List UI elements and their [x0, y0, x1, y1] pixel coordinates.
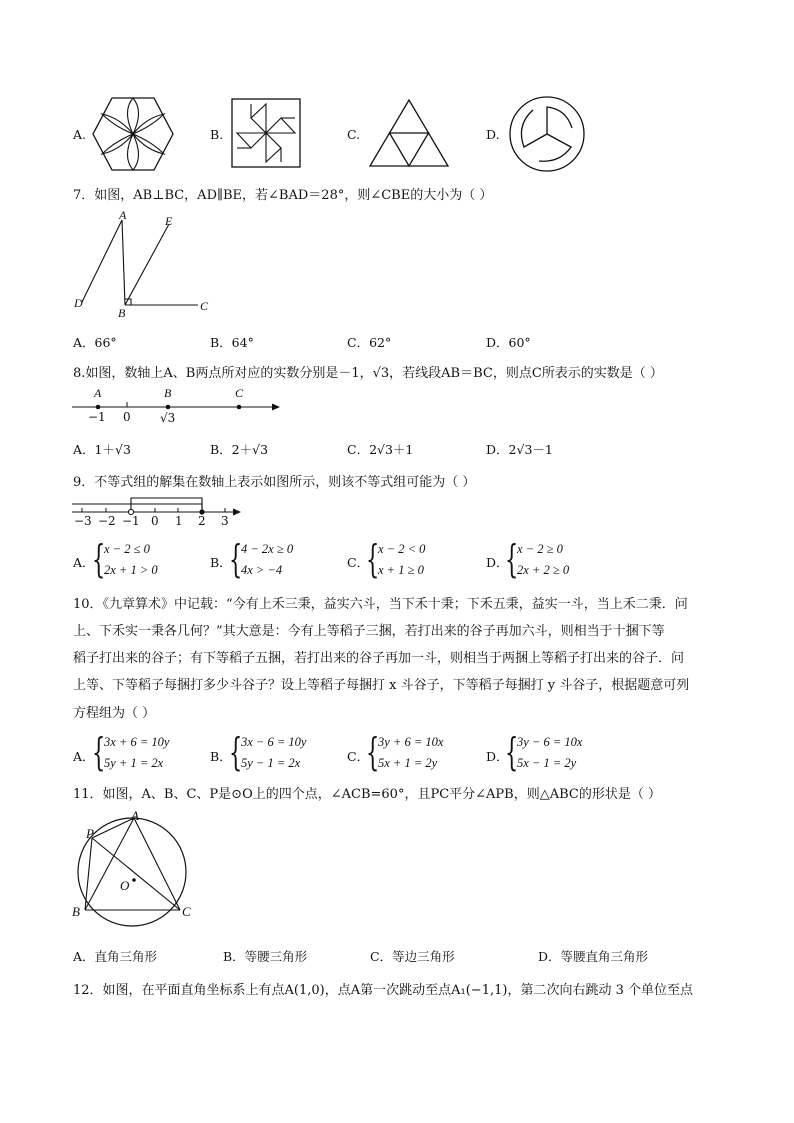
q8-stem: 8.如图，数轴上A、B两点所对应的实数分别是－1，√3，若线段AB＝BC，则点C所表示的实数是（ ）: [73, 366, 663, 381]
q6-figure-a-hexagon-flower: [92, 96, 174, 172]
q8-option-a: A．1＋√3: [73, 442, 131, 457]
q8-tick-minus1: −1: [88, 410, 106, 424]
q6-option-b-label: B.: [210, 127, 224, 142]
q9-option-b-label: B．: [210, 555, 232, 570]
q10-option-c-line1: 3y + 6 = 10x: [378, 735, 444, 749]
q10-option-a-line2: 5y + 1 = 2x: [104, 756, 164, 770]
q10-option-a-system: [104, 732, 169, 774]
q11-label-a: A: [131, 808, 139, 823]
q11-label-b: B: [72, 904, 80, 919]
q8-option-d: D．2√3－1: [486, 442, 553, 457]
q11-stem: 11．如图，A、B、C、P是⊙O上的四个点，∠ACB=60°，且PC平分∠APB，则△ABC的形状是（ ）: [73, 787, 661, 802]
q8-label-a: A: [94, 386, 102, 400]
q10-option-c-system: [378, 732, 443, 774]
q9-option-a-label: A．: [73, 555, 95, 570]
q10-option-d-system: [517, 732, 582, 774]
q10-option-a-label: A．: [73, 749, 95, 764]
q10-option-b-brace: {: [229, 730, 243, 774]
q7-label-c: C: [200, 299, 209, 313]
q8-tick-sqrt3: √3: [160, 411, 176, 425]
q7-label-e: E: [165, 214, 173, 228]
q9-option-b-line1: 4 − 2x ≥ 0: [241, 542, 294, 556]
q9-option-d-label: D．: [486, 555, 509, 570]
q10-option-c-label: C．: [347, 749, 370, 764]
q10-option-d-brace: {: [505, 730, 519, 774]
q6-option-a-label: A.: [73, 127, 87, 142]
q10-option-a-line1: 3x + 6 = 10y: [104, 735, 170, 749]
q9-option-b-line2: 4x > −4: [241, 563, 283, 577]
q10-option-b-line2: 5y − 1 = 2x: [241, 756, 301, 770]
q9-option-c-brace: {: [366, 537, 380, 581]
q9-stem: 9．不等式组的解集在数轴上表示如图所示，则该不等式组可能为（ ）: [73, 475, 476, 490]
q7-label-b: B: [118, 306, 126, 320]
q9-tick-1: 1: [175, 514, 183, 528]
q9-option-d-brace: {: [505, 537, 519, 581]
q11-option-b: B．等腰三角形: [223, 949, 308, 964]
q7-label-a: A: [119, 208, 127, 222]
q11-option-c: C．等边三角形: [370, 949, 455, 964]
q9-option-b-brace: {: [229, 537, 243, 581]
q10-option-b-system: [241, 732, 306, 774]
q10-option-d-line1: 3y − 6 = 10x: [517, 735, 583, 749]
q11-option-a: A．直角三角形: [73, 949, 158, 964]
q9-option-a-brace: {: [92, 537, 106, 581]
q10-option-b-label: B．: [210, 749, 232, 764]
q10-line-3: 稻子打出来的谷子；有下等稻子五捆，若打出来的谷子再加一斗，则相当于两捆上等稻子打出来的谷子．问: [73, 651, 685, 666]
q9-tick-minus3: −3: [74, 514, 92, 528]
q8-option-c: C．2√3＋1: [347, 442, 414, 457]
q9-option-c-system: [378, 539, 425, 581]
q10-option-c-line2: 5x + 1 = 2y: [378, 756, 438, 770]
q9-option-b-system: [241, 539, 293, 581]
q8-label-c: C: [235, 386, 244, 400]
q7-option-c: C．62°: [347, 335, 392, 350]
q10-option-c-brace: {: [366, 730, 380, 774]
q10-option-d-line2: 5x − 1 = 2y: [517, 756, 577, 770]
q10-line-4: 上等、下等稻子每捆打多少斗谷子？设上等稻子每捆打 x 斗谷子，下等稻子每捆打 y 斗谷子，根据题意可列: [73, 678, 690, 693]
q9-option-d-system: [517, 539, 569, 581]
q10-option-a-brace: {: [92, 730, 106, 774]
q6-figure-c-triangle: [368, 98, 450, 168]
q6-figure-d-circle-arcs: [508, 95, 586, 173]
q9-tick-2: 2: [198, 514, 206, 528]
q7-option-b: B．64°: [210, 335, 254, 350]
q9-option-d-line1: x − 2 ≥ 0: [517, 542, 563, 556]
q7-label-d: D: [74, 296, 83, 310]
q9-option-c-line2: x + 1 ≥ 0: [378, 563, 424, 577]
q6-option-c-label: C.: [347, 127, 361, 142]
q8-label-b: B: [164, 386, 172, 400]
q9-tick-minus2: −2: [98, 514, 116, 528]
q9-tick-0: 0: [151, 514, 159, 528]
q7-option-a: A．66°: [73, 335, 117, 350]
q9-option-d-line2: 2x + 2 ≥ 0: [517, 563, 570, 577]
q11-label-o: O: [120, 878, 130, 893]
q8-option-b: B．2＋√3: [210, 442, 269, 457]
q9-number-line: [70, 494, 245, 516]
q10-line-2: 上、下禾实一秉各几何？”其大意是：今有上等稻子三捆，若打出来的谷子再加六斗，则相当于十捆下等: [73, 624, 665, 639]
q10-option-b-line1: 3x − 6 = 10y: [241, 735, 307, 749]
q6-option-d-label: D.: [486, 127, 500, 142]
q9-option-a-system: [104, 539, 158, 581]
q7-option-d: D．60°: [486, 335, 531, 350]
q11-label-p: P: [86, 826, 94, 841]
q7-stem: 7．如图，AB⊥BC，AD∥BE，若∠BAD＝28°，则∠CBE的大小为（ ）: [73, 188, 493, 203]
q8-tick-0: 0: [123, 410, 131, 424]
q12-stem: 12．如图，在平面直角坐标系上有点A(1,0)，点A第一次跳动至点A₁(−1,1)，第二次向右跳动 3 个单位至点: [73, 983, 693, 998]
q9-tick-minus1: −1: [122, 514, 140, 528]
q9-option-c-line1: x − 2 < 0: [378, 542, 426, 556]
q9-option-c-label: C．: [347, 555, 370, 570]
q10-option-d-label: D．: [486, 749, 509, 764]
q9-tick-3: 3: [221, 514, 229, 528]
q10-line-1: 10．《九章算术》中记载：“今有上禾三秉，益实六斗，当下禾十秉；下禾五秉，益实一斗，当上禾二秉．问: [73, 597, 688, 612]
q11-label-c: C: [182, 904, 191, 919]
q7-figure: [70, 210, 220, 320]
q9-option-a-line2: 2x + 1 > 0: [104, 563, 158, 577]
q10-line-5: 方程组为（ ）: [73, 706, 156, 721]
q6-figure-b-pinwheel-square: [231, 98, 301, 168]
q9-option-a-line1: x − 2 ≤ 0: [104, 542, 150, 556]
q11-option-d: D．等腰直角三角形: [538, 949, 649, 964]
